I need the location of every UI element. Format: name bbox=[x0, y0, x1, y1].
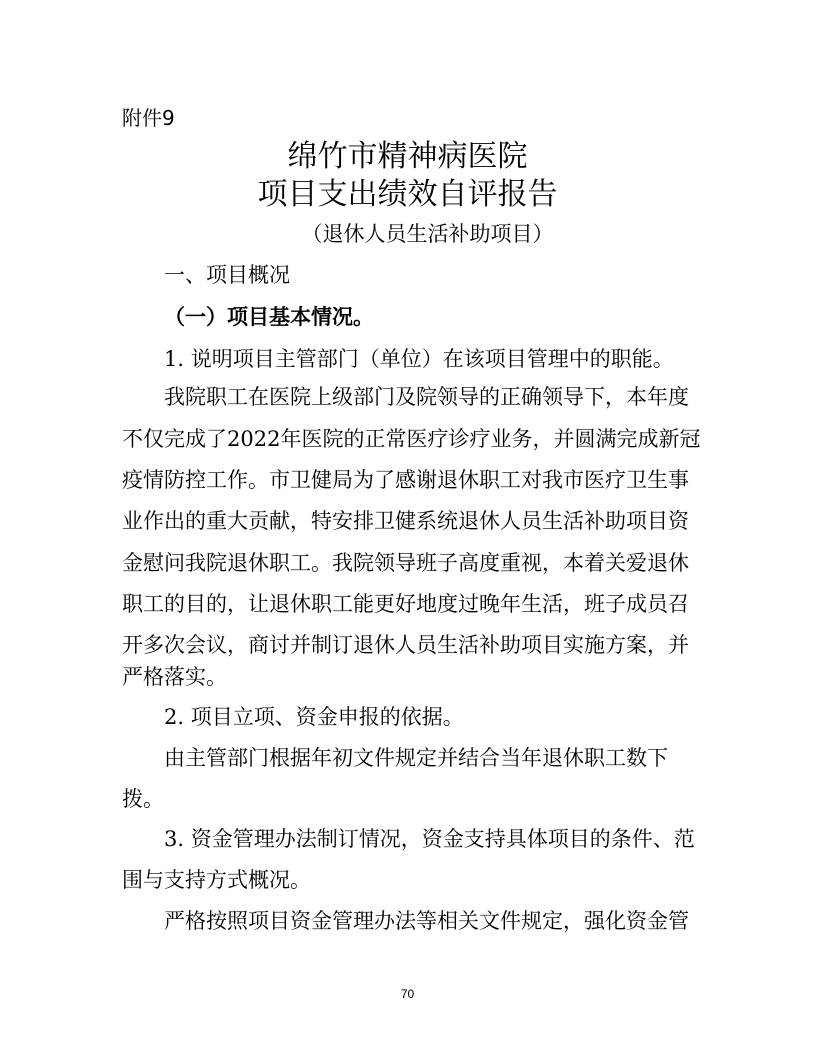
paragraph-line: 开多次会议，商讨并制订退休人员生活补助项目实施方案，并 bbox=[122, 633, 689, 657]
item3-title: 3. 资金管理办法制订情况，资金支持具体项目的条件、范 bbox=[164, 827, 695, 851]
item1-title: 1. 说明项目主管部门（单位）在该项目管理中的职能。 bbox=[164, 347, 674, 371]
paragraph-line: 我院职工在医院上级部门及院领导的正确领导下，本年度 bbox=[164, 385, 689, 409]
report-title-line2: 项目支出绩效自评报告 bbox=[257, 177, 558, 212]
report-subtitle: （退休人员生活补助项目） bbox=[301, 222, 554, 246]
annex-label: 附件9 bbox=[122, 106, 175, 130]
paragraph-line: 疫情防控工作。市卫健局为了感谢退休职工对我市医疗卫生事 bbox=[122, 468, 689, 492]
page-number: 70 bbox=[400, 987, 415, 1001]
paragraph-line: 职工的目的，让退休职工能更好地度过晚年生活，班子成员召 bbox=[122, 592, 689, 616]
paragraph-line: 由主管部门根据年初文件规定并结合当年退休职工数下 bbox=[164, 746, 668, 770]
paragraph-line: 严格落实。 bbox=[122, 665, 227, 689]
paragraph-line: 严格按照项目资金管理办法等相关文件规定，强化资金管 bbox=[164, 909, 689, 933]
paragraph-line: 金慰问我院退休职工。我院领导班子高度重视，本着关爱退休 bbox=[122, 551, 689, 575]
report-title-line1: 绵竹市精神病医院 bbox=[287, 139, 528, 174]
item2-title: 2. 项目立项、资金申报的依据。 bbox=[164, 705, 464, 729]
paragraph-line: 不仅完成了2022年医院的正常医疗诊疗业务，并圆满完成新冠 bbox=[122, 427, 701, 451]
item3-title: 围与支持方式概况。 bbox=[122, 868, 311, 892]
subsection-heading: （一）项目基本情况。 bbox=[164, 304, 374, 329]
paragraph-line: 业作出的重大贡献，特安排卫健系统退休人员生活补助项目资 bbox=[122, 509, 689, 533]
paragraph-line: 拨。 bbox=[122, 787, 164, 811]
section-heading: 一、项目概况 bbox=[164, 263, 290, 287]
